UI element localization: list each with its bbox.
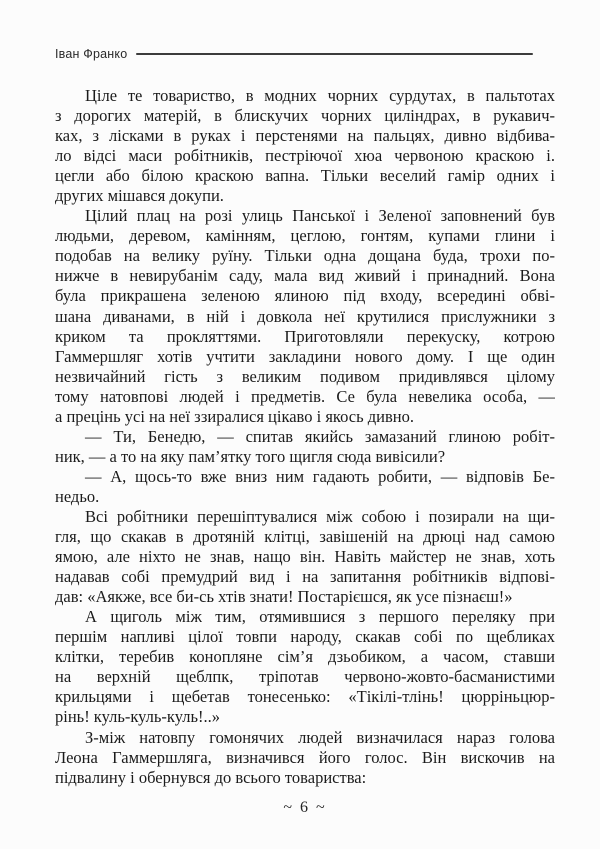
text-line: недьо. [55, 486, 100, 506]
text-line: дав: «Аякже, все би-сь хтів знати! Постарієшся, як усе пізнаєш!» [55, 587, 513, 607]
page-number: ~ 6 ~ [283, 798, 327, 816]
text-line: рінь! куль-куль-куль!..» [55, 707, 220, 727]
text-line: А щиголь між тим, отямившися з першого переляку при [85, 607, 555, 627]
text-line: Ціле те товариство, в модних чорних сурдутах, в пальтотах [85, 86, 555, 105]
running-header [55, 46, 555, 62]
text-line: людьми, деревом, камінням, цеглою, гонтям, купами глини і [55, 226, 555, 246]
text-line: Гаммершляг хотів учтити закладини нового дому. І ще один [55, 346, 555, 366]
text-line: на верхній щеблпк, тріпотав червоно-жовто-басманистими [55, 667, 555, 687]
text-line: першім напливі цілої товпи народу, скакав собі по щебликах [55, 627, 555, 647]
text-line: Леона Гаммершляга, визначився його голос. Він вискочив на [55, 747, 555, 767]
text-line: других мішався докупи. [55, 186, 224, 206]
paragraph [55, 86, 555, 206]
paragraph [55, 427, 555, 467]
text-line: була прикрашена зеленою ялиною під входу, всередині обві- [55, 286, 555, 306]
text-line: цегли або білою краскою вапна. Тільки веселий гамір одних і [55, 166, 555, 186]
page-text [55, 86, 555, 788]
text-line: шана диванами, в ній і довкола неї крутилися прислужники з [55, 306, 555, 326]
text-line: з дорогих матерій, в блискучих чорних циліндрах, в рукавич- [55, 106, 555, 126]
text-line: Всі робітники перешіптувалися між собою і позирали на щи- [85, 506, 555, 526]
text-line: подобав на велику руїну. Тільки одна дощана буда, трохи по- [55, 246, 555, 266]
paragraph [55, 728, 555, 788]
paragraph [55, 507, 555, 607]
author-name: Іван Франко [55, 47, 128, 61]
text-line: ник, — а то на яку пам’ятку того щигля сюда вивісили? [55, 446, 446, 466]
header-rule [136, 53, 533, 55]
text-line: — А, щось-то вже вниз ним гадають робити, — відповів Бе- [85, 466, 555, 486]
paragraph [55, 607, 555, 727]
text-line: тому натовпові людей і предметів. Се була невелика особа, — [55, 386, 555, 406]
text-line: ямою, але ніхто не знав, нащо він. Навіть майстер не знав, хоть [55, 547, 555, 567]
text-line: Цілий плац на розі улиць Панської і Зеленої заповнений був [85, 206, 555, 226]
text-line: надавав собі премудрий вид і на запитання робітників відпові- [55, 567, 555, 587]
text-line: крильцями і щебетав тонесенько: «Тікілі-тлінь! цюрріньцюр- [55, 687, 555, 707]
text-line: нижче в невирубанім саду, мала вид живий і принадний. Вона [55, 266, 555, 286]
text-line: клітки, теребив конопляне сім’я дзьобиком, а часом, ставши [55, 647, 555, 667]
text-line: гля, що скакав в дротяній клітці, завішеній на дрюці над самою [55, 527, 555, 547]
text-line: криком та прокляттями. Приготовляли перекуску, котрою [55, 326, 555, 346]
text-line: ло відсі маси робітників, пестріючої хюа червоною краскою і. [55, 146, 555, 166]
text-line: а прецінь усі на неї ззиралися цікаво і якось дивно. [55, 406, 414, 426]
paragraph [55, 467, 555, 507]
text-line: підвалину і обернувся до всього товариства: [55, 767, 367, 787]
text-line: ках, з лісками в руках і перстенями на пальцях, дивно відбива- [55, 126, 555, 146]
text-line: З-між натовпу гомонячих людей визначилася нараз голова [85, 727, 555, 747]
text-line: — Ти, Бенедю, — спитав якийсь замазаний глиною робіт- [85, 426, 555, 446]
text-line: незвичайний гість з великим подивом придивлявся цілому [55, 366, 555, 386]
paragraph [55, 206, 555, 427]
